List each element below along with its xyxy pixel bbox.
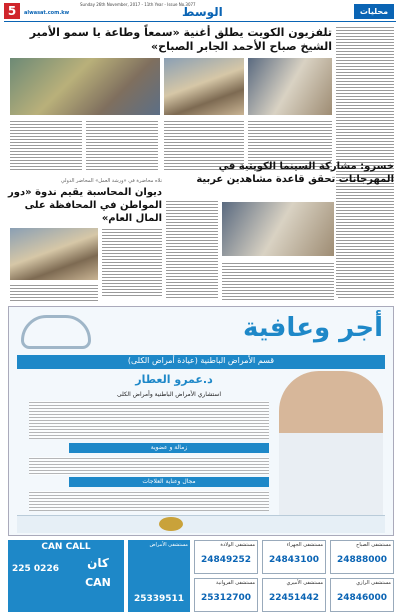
ad-footer-strip [17, 515, 385, 533]
can-phone: 225 0226 [12, 564, 59, 574]
ad-fellowships [29, 457, 269, 475]
doctor-photo [279, 371, 383, 519]
ad-cell-5-name: مستشفى الأميري [286, 580, 323, 586]
ad-cell-3 [194, 540, 258, 574]
can-ad [8, 540, 124, 612]
bottom-ad-grid [128, 540, 394, 612]
ad-cell-2-phone: 24843100 [268, 555, 320, 565]
ad-cell-1-name: مستشفى الصباح [356, 542, 391, 548]
ad-cell-6-phone: 25312700 [200, 593, 252, 603]
ad-treatments [29, 491, 269, 511]
ad-cell-7 [128, 540, 190, 612]
ad-cell-6 [194, 578, 258, 612]
medical-ad [8, 306, 394, 536]
story3-body-col1 [102, 228, 162, 298]
story2-body-col2 [166, 200, 218, 300]
story3-kicker: تلاه محاضرة في «ورشة العمل» المحاضر الدولي [60, 178, 162, 184]
ad-cell-4-phone: 24846000 [336, 593, 388, 603]
lead-photo-3 [248, 58, 332, 115]
ad-cell-3-name: مستشفى الولادة [220, 542, 255, 548]
ad-cell-6-name: مستشفى الفروانية [216, 580, 255, 586]
ad-cell-1-phone: 24888000 [336, 555, 388, 565]
ad-section2-label: مجال وعناية العلاجات [69, 477, 269, 487]
masthead [0, 0, 400, 22]
ad-cell-3-phone: 24849252 [200, 555, 252, 565]
story2-body-col1 [338, 200, 394, 300]
stethoscope-icon [21, 315, 91, 349]
story2-body-col3 [222, 262, 334, 300]
logo: الوسط [182, 5, 223, 19]
can-logo: CAN [85, 576, 111, 589]
doctor-name: د.عمرو العطار [135, 373, 213, 386]
ad-cell-4-name: مستشفى الرازي [356, 580, 391, 586]
ad-cell-7-phone: 25339511 [133, 594, 185, 604]
ad-subtitle: قسم الأمراض الباطنية (عيادة أمراض الكلى) [127, 356, 275, 365]
masthead-rule [4, 21, 396, 22]
can-arabic: كان [87, 556, 109, 570]
lead-headline: تلفزيون الكويت يطلق أغنية «سمعاً وطاعة يا سمو الأمير الشيخ صباح الأحمد الجابر الصباح» [29, 26, 332, 53]
ad-cell-2-name: مستشفى الجهراء [286, 542, 323, 548]
ad-title: أجر وعافية [243, 313, 383, 343]
lead-photo-2 [164, 58, 244, 115]
ad-section-label: زمالة و عضوية [69, 443, 269, 453]
story3-headline: ديوان المحاسبة يقيم ندوة «دور المواطن في المحافظة على المال العام» [8, 187, 162, 224]
ad-qualifications [29, 401, 269, 439]
ad-cell-4 [330, 578, 394, 612]
story3-body-col2 [10, 284, 98, 302]
ad-cell-2 [262, 540, 326, 574]
website-link[interactable]: alwasat.com.kw [24, 10, 70, 16]
page-number: 5 [4, 3, 20, 19]
lead-body-col1 [10, 120, 82, 172]
lead-body-col2 [86, 120, 158, 172]
ad-cell-5 [262, 578, 326, 612]
lead-photo-1 [10, 58, 160, 115]
hospital-logo-icon [159, 517, 183, 531]
date-line: Sunday 26th November, 2017 - 11th Year - Issue No.3077 [80, 2, 196, 7]
section-tab: محليات [354, 4, 394, 19]
doctor-specialty: استشاري الأمراض الباطنية وأمراض الكلى [117, 391, 221, 398]
story2-photo [222, 202, 334, 256]
ad-cell-1 [330, 540, 394, 574]
story3-photo [10, 228, 98, 280]
ad-cell-7-name: مستشفى الأمراض [149, 542, 188, 548]
can-title: CAN CALL [41, 542, 91, 552]
story2-headline: خسرو: مشاركة السينما الكويتية في المهرجانات تحقق قاعدة مشاهدين عربية [196, 161, 394, 185]
ad-cell-5-phone: 22451442 [268, 593, 320, 603]
